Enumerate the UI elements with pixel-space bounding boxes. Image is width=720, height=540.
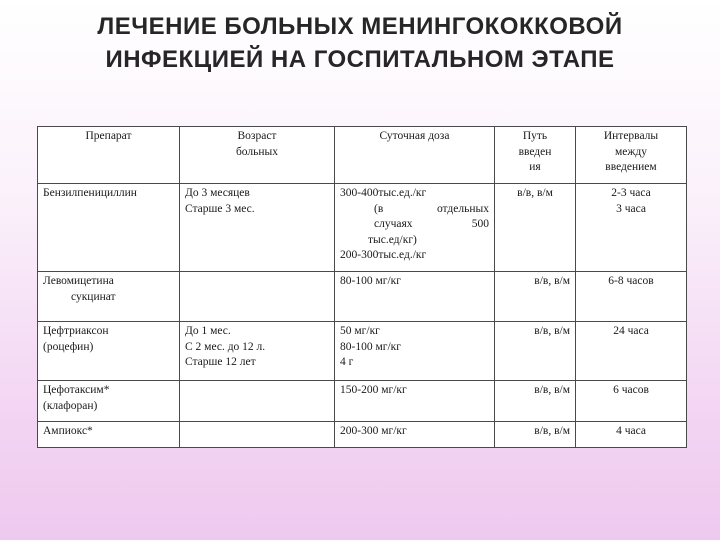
slide-title bbox=[0, 10, 720, 76]
dose-word: (в bbox=[374, 202, 384, 215]
header-route-line: ия bbox=[529, 161, 541, 173]
header-route bbox=[495, 127, 576, 184]
header-interval bbox=[576, 127, 687, 184]
drug-name: (клафоран) bbox=[43, 399, 98, 412]
dose-line: 200-300тыс.ед./кг bbox=[340, 249, 427, 261]
dose-cell bbox=[335, 381, 495, 422]
dose-line: 150-200 мг/кг bbox=[340, 384, 407, 396]
table-row bbox=[38, 381, 687, 422]
header-interval-line: Интервалы bbox=[603, 130, 659, 142]
interval-line: 2-3 часа bbox=[611, 187, 651, 199]
dose-line: 80-100 мг/кг bbox=[340, 340, 401, 353]
title-line-1: ЛЕЧЕНИЕ БОЛЬНЫХ МЕНИНГОКОККОВОЙ bbox=[97, 13, 623, 40]
drug-name: (роцефин) bbox=[43, 340, 94, 353]
dose-word: случаях bbox=[374, 218, 413, 230]
age-line: До 3 месяцев bbox=[185, 187, 250, 199]
drug-cell bbox=[38, 381, 180, 422]
age-line: До 1 мес. bbox=[185, 325, 231, 337]
header-age bbox=[180, 127, 335, 184]
title-line-2: ИНФЕКЦИЕЙ НА ГОСПИТАЛЬНОМ ЭТАПЕ bbox=[105, 46, 615, 73]
treatment-table bbox=[37, 126, 687, 448]
interval-cell bbox=[576, 381, 687, 422]
dose-cell bbox=[335, 322, 495, 381]
route-cell: в/в, в/м bbox=[495, 422, 576, 448]
header-drug: Препарат bbox=[38, 127, 180, 184]
drug-name: Ампиокс* bbox=[43, 425, 93, 437]
table-row bbox=[38, 322, 687, 381]
interval-line: 24 часа bbox=[613, 325, 649, 337]
dose-word: отдельных bbox=[436, 202, 489, 215]
header-row bbox=[38, 127, 687, 184]
dose-line: тыс.ед/кг) bbox=[368, 233, 417, 246]
dose-line bbox=[340, 202, 489, 218]
dose-cell bbox=[335, 272, 495, 322]
drug-cell bbox=[38, 272, 180, 322]
header-interval-line: между bbox=[615, 145, 647, 158]
header-interval-line: введением bbox=[605, 161, 657, 173]
header-age-line: Возраст bbox=[237, 130, 277, 142]
dose-line: 80-100 мг/кг bbox=[340, 275, 401, 287]
age-line: Старше 12 лет bbox=[185, 356, 256, 368]
header-dose: Суточная доза bbox=[335, 127, 495, 184]
interval-line: 4 часа bbox=[616, 425, 646, 437]
interval-line: 6 часов bbox=[613, 384, 649, 396]
interval-line: 3 часа bbox=[616, 202, 646, 215]
route-cell: в/в, в/м bbox=[495, 184, 576, 272]
drug-cell bbox=[38, 322, 180, 381]
dose-word: 500 bbox=[471, 218, 489, 230]
age-cell bbox=[180, 184, 335, 272]
table-row bbox=[38, 422, 687, 448]
drug-name: Бензилпенициллин bbox=[43, 187, 137, 199]
drug-name: сукцинат bbox=[71, 290, 116, 303]
interval-cell bbox=[576, 272, 687, 322]
age-line: С 2 мес. до 12 л. bbox=[185, 340, 266, 353]
route-cell: в/в, в/м bbox=[495, 272, 576, 322]
drug-name: Цефтриаксон bbox=[43, 325, 109, 337]
drug-name: Цефотаксим* bbox=[43, 384, 110, 396]
header-age-line: больных bbox=[235, 145, 279, 158]
drug-cell bbox=[38, 422, 180, 448]
drug-name: Левомицетина bbox=[43, 275, 114, 287]
header-route-line: Путь bbox=[522, 130, 548, 142]
header-route-line: введен bbox=[518, 145, 552, 158]
age-cell bbox=[180, 422, 335, 448]
route-cell: в/в, в/м bbox=[495, 322, 576, 381]
interval-cell bbox=[576, 184, 687, 272]
interval-cell bbox=[576, 322, 687, 381]
age-cell bbox=[180, 322, 335, 381]
dose-line: 300-400тыс.ед./кг bbox=[340, 187, 427, 199]
age-cell bbox=[180, 272, 335, 322]
dose-line: 4 г bbox=[340, 356, 354, 368]
route-cell: в/в, в/м bbox=[495, 381, 576, 422]
dose-cell bbox=[335, 184, 495, 272]
table-row bbox=[38, 184, 687, 272]
interval-cell bbox=[576, 422, 687, 448]
dose-line bbox=[340, 217, 489, 233]
age-cell bbox=[180, 381, 335, 422]
interval-line: 6-8 часов bbox=[608, 275, 654, 287]
dose-line: 200-300 мг/кг bbox=[340, 425, 407, 437]
age-line: Старше 3 мес. bbox=[185, 202, 255, 215]
drug-cell bbox=[38, 184, 180, 272]
table-row bbox=[38, 272, 687, 322]
dose-cell bbox=[335, 422, 495, 448]
dose-line: 50 мг/кг bbox=[340, 325, 380, 337]
